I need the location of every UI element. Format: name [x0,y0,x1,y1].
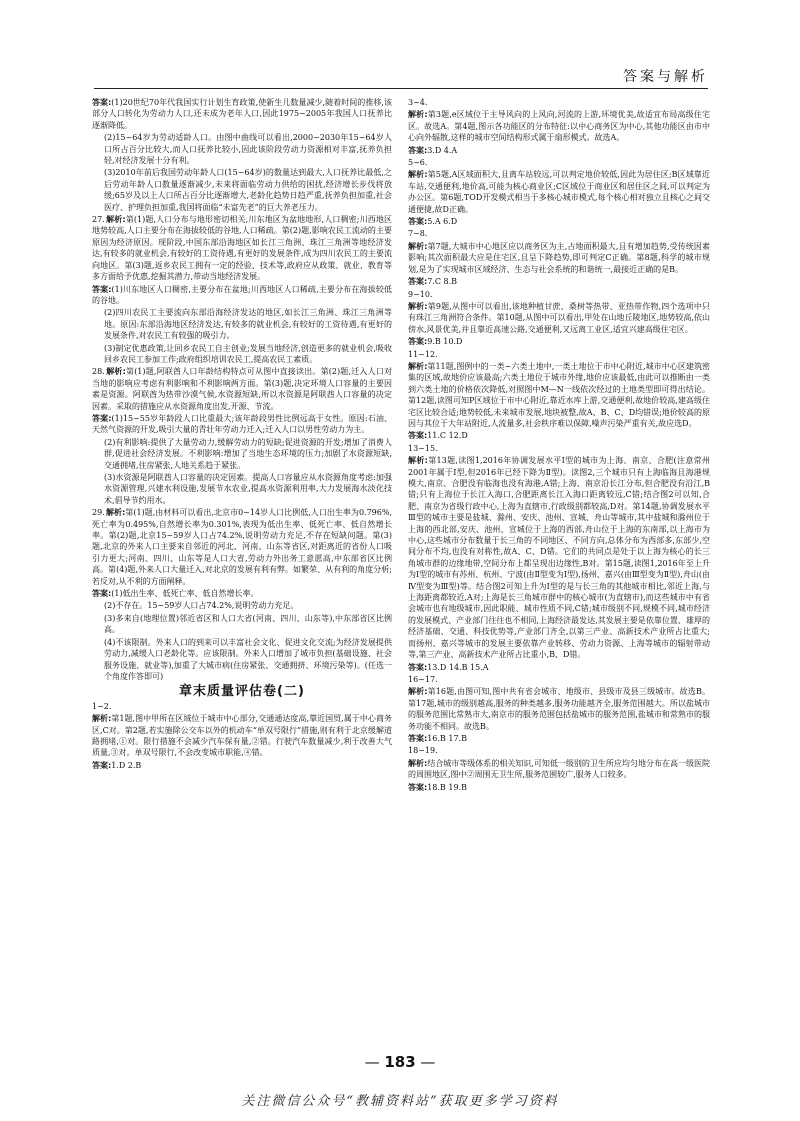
answer-paragraph [408,782,710,793]
question-group: 1~2. [92,701,112,711]
answer-text: 13.D 14.B 15.A [427,662,489,672]
answer-continuation: (2)15~64岁为劳动适龄人口。由图中曲线可以看出,2000~2030年15~64岁人口所占百分比较大,而人口抚养比较小,因此该阶段劳动力资源相对丰富,抚养负担轻,对经济发展十分有利。 [104,133,392,166]
answer-label: 答案: [408,217,428,227]
answer-label: 答案: [408,782,428,792]
right-column [408,97,710,794]
analysis-text: 结合城市等级体系的相关知识,可知低一级别的卫生所应均匀地分布在高一级医院的周围地区,图中②周围无卫生所,服务范围较广,服务人口较多。 [408,758,710,780]
answer-paragraph [92,97,392,131]
answer-text: (1)川东地区人口稠密,主要分布在盆地;川西地区人口稀疏,主要分布在海拔较低的谷地。 [92,284,392,305]
analysis-paragraph [92,366,392,412]
analysis-text: 第7题,大城市中心地区应以商务区为主,占地面积最大,且有增加趋势,受传统因素影响;其次面积最大应是住宅区,且呈下降趋势,即可判定C正确。第8题,科学的城市规划,是为了实现城市区域经济、生态与社会系统的和谐统一,最接近正确的是B。 [408,241,710,274]
answer-paragraph [408,733,710,744]
left-column [92,97,392,772]
answer-text: 11.C 12.D [427,431,468,441]
answer-text: 3.D 4.A [427,145,458,155]
question-group: 11~12. [408,349,438,359]
answer-continuation: (2)不存在。15~59岁人口占74.2%,说明劳动力充足。 [104,601,299,611]
answer-text: 1.D 2.B [111,760,142,770]
analysis-text: 第16题,由图可知,图中共有省会城市、地级市、县级市及县三级城市。故选B。第17题,城市的级别越高,服务的种类越多,服务功能越齐全,服务范围越大。所以盐城市的服务范围比常熟市大,南京市的服务范围包括盐城市的服务范围,盐城市和常熟市的服务功能不相同。故选B。 [408,687,710,731]
page-number: — 183 — [0,1053,800,1071]
analysis-label: 解析: [92,714,112,724]
analysis-paragraph [408,301,710,335]
answer-text: 18.B 19.B [427,782,467,792]
analysis-label: 解析: [408,301,428,311]
analysis-label: 解析: [408,456,428,466]
question-group: 7~8. [408,229,428,239]
analysis-text: 第11题,图例中的一类~六类土地中,一类土地位于市中心附近,城市中心区建筑密集的区域,故地价应该最高;六类土地位于城市外缘,地价应该最低,由此可以推断由一类到六类土地的价格依次降低,对照图中M—N一线依次经过的土地类型即可得出结论。第12题,读图可知P区域位于市中心附近,靠近水库上游,交通便利,故地价较高,建高级住宅区比较合适;地势较低,未来城市发展,地块被整,故A、B、C、D均错误;地价较高的原因与其位于大年站附近,人流量多,社会秩序难以保障,噪声污染严重有关,故应选D。 [408,361,710,428]
analysis-paragraph [408,686,710,732]
footer-note: 关注微信公众号“教辅资料站”获取更多学习资料 [241,1094,559,1109]
question-group: 13~15. [408,443,438,453]
analysis-text: 第1题,图中甲所在区域位于城市中心部分,交通通达度高,靠近国贸,属于中心商务区,C对。第2题,若实施除公交车以外的机动车“单双号限行”措施,则有利于北京缓解道路拥堵,①对。限行措施不会减少汽车保有量,②错。行驶汽车数量减少,利于改善大气质量,③对。单双号限行,不会改变城市职能,④错。 [92,714,392,758]
analysis-paragraph [408,361,710,429]
question-group: 5~6. [408,158,428,168]
question-number: 28. [92,367,105,377]
analysis-label: 解析: [408,110,428,120]
answer-paragraph [408,276,710,287]
question-group: 18~19. [408,746,438,756]
analysis-label: 解析: [408,170,428,180]
analysis-label: 解析: [408,361,428,371]
section-title: 章末质量评估卷(二) [179,684,305,700]
header-title: 答案与解析 [623,69,708,85]
analysis-paragraph [92,713,392,759]
answer-label: 答案: [408,733,428,743]
answer-continuation: (2)四川农民工主要流向东部沿海经济发达的地区,如长江三角洲、珠江三角洲等地。原因:东部沿海地区经济发达,有较多的就业机会,有较好的工资待遇,有更好的发展条件,对农民工有较强的吸引力。 [104,308,392,341]
question-group: 9~10. [408,289,433,299]
answer-continuation: (2)有利影响:提供了大量劳动力,缓解劳动力的短缺;促进资源的开发;增加了消费人群,促进社会经济发展。不利影响:增加了当地生态环境的压力;加剧了水资源短缺,交通拥堵,住房紧张,人地关系趋于紧张。 [104,437,392,470]
answer-paragraph [408,662,710,673]
analysis-text: 第(1)题,人口分布与地形密切相关,川东地区为盆地地形,人口稠密;川西地区地势较高,人口主要分布在海拔较低的谷地,人口稀疏。第(2)题,影响农民工流动的主要原因为经济原因。现阶段,中国东部沿海地区如长江三角洲、珠江三角洲等地经济发达,有较多的就业机会,有较好的工资待遇,有更好的发展条件,成为四川农民工的主要流向地区。第(3)题,返乡农民工拥有一定的经验、技术等,政府应从政策、就业、教育等多方面给予优惠,挖掘其潜力,带动当地经济发展。 [92,215,392,282]
answer-paragraph [408,430,710,441]
answer-label: 答案: [408,145,428,155]
question-number: 29. [92,508,105,518]
answer-paragraph [408,336,710,347]
answer-text: 7.C 8.B [427,277,458,287]
answer-text: (1)15~55岁年龄段人口比重最大;该年龄段男性比例远高于女性。原因:石油、天然气资源的开发,吸引大量的青壮年劳动力迁入;迁入人口以男性劳动力为主。 [92,413,392,435]
answer-text: 16.B 17.B [427,733,467,743]
analysis-paragraph [92,214,392,282]
answer-label: 答案: [408,277,428,287]
analysis-text: 第(1)题,阿联酋人口年龄结构特点可从图中直接读出。第(2)题,迁入人口对当地的影响应考虑有利影响和不利影响两方面。第(3)题,决定环境人口容量的主要因素是资源。阿联酋为热带沙漠气候,水资源短缺,所以水资源是阿联酋人口容量的决定因素。采取的措施应从水资源角度出发,开源、节流。 [92,367,392,411]
answer-paragraph [408,145,710,156]
analysis-label: 解析: [408,687,428,697]
answer-continuation: (4)不该限制。外来人口的到来可以丰富社会文化、促进文化交流;为经济发展提供劳动力,减缓人口老龄化等。应该限制。外来人口增加了城市负担(基础设施、社会服务设施、就业等),加重了大城市病(住房紧张、交通拥挤、环境污染等)。(任选一个角度作答即可) [104,637,392,681]
answer-label: 答案: [408,662,428,672]
analysis-paragraph [92,507,392,587]
answer-label: 答案: [92,98,112,107]
answer-label: 答案: [92,760,112,770]
analysis-label: 解析: [106,367,126,377]
analysis-paragraph [408,169,710,215]
answer-text: (1)20世纪70年代我国实行计划生育政策,使新生儿数量减少,随着时间的推移,该部分人口转化为劳动力人口,还未成为老年人口,因此1975~2005年我国人口抚养比逐渐降低。 [92,98,392,130]
analysis-text: 第(1)题,由材料可以看出,北京市0~14岁人口比例低,人口出生率为0.796%,死亡率为0.495%,自然增长率为0.301%,表现为低出生率、低死亡率、低自然增长率。第(2)题,北京15~59岁人口占74.2%,说明劳动力充足,不存在短缺问题。第(3)题,北京的外来人口主要来自邻近的河北、河南、山东等省区,对距离近的省份人口吸引力更大;河南、四川、山东等是人口大省,劳动力外出务工意愿高,中东部省区比例高。第(4)题,外来人口大量迁入,对北京的发展有利有弊。如繁荣、从有利的角度分析;若反对,从不利的方面阐释。 [92,508,392,586]
answer-continuation: (3)水资源是阿联酋人口容量的决定因素。提高人口容量应从水资源角度考虑:加强水资源管理,兴建水利设施,发展节水农业,提高水资源利用率,大力发展海水淡化技术,倡导节约用水。 [104,473,392,505]
answer-paragraph [92,413,392,436]
question-group: 3~4. [408,98,428,107]
answer-label: 答案: [408,337,428,347]
analysis-text: 第3题,e区域位于主导风向的上风向,河流的上游,环境优美,故适宜布局高级住宅区。故选A。第4题,图示各功能区的分布特征:以中心商务区为中心,其他功能区由市中心向外辐散,这样的城市空间结构形式属于扇形模式。故选A。 [408,110,710,143]
answer-paragraph [408,216,710,227]
analysis-label: 解析: [106,508,126,518]
analysis-text: 第13题,读图1,2016年协调发展水平Ⅰ型的城市为上海、南京、合肥(注意常州2001年属于Ⅰ型,但2016年已经下降为Ⅱ型)。读图2,三个城市只有上海临海且海港规模大,南京、合肥没有临海也没有海港,A错;上海、南京沿长江分布,但合肥没有沿江,B错;只有上海位于长江入海口,合肥距离长江入海口距离较远,C错;结合图2可以知,合肥、南京为省级行政中心,上海为直辖市,行政级别都较高,D对。第14题,协调发展水平Ⅲ型的城市主要是盐城、滁州、安庆、池州、宣城、舟山等城市,其中盐城和滁州位于上海的西北部,安庆、池州、宣城位于上海的西部,舟山位于上海的东南部,以上海市为中心,这些城市分布数量于长三角的不同地区、不同方向,总体分布为西部多,东部少,空间分布不均,也没有对称性,故A、C、D错。它们的共同点是处于以上海为核心的长三角城市群的边缘地带,空间分布上都呈现出边缘性,B对。第15题,读图1,2016年至上升为Ⅰ型的城市有苏州、杭州、宁波(由Ⅱ型变为Ⅰ型),扬州、嘉兴(由Ⅲ型变为Ⅱ型),舟山(由Ⅳ型变为Ⅲ型)等。结合图2可知上升为Ⅰ型的是与长三角的其他城市相比,邻近上海,与上海距离都较近,A对;上海是长三角城市群中的核心城市(为直辖市),而这些城市中有省会城市也有地级城市,因此职能、城市性质不同,C错;城市级别不同,规模不同,城市经济的发展模式、产业部门往往也不相同,上海经济最发达,其发展主要是依靠位置、雄厚的经济基础、交通、科技优势等,产业部门齐全,以第三产业、高新技术产业所占比重大;而扬州、嘉兴等城市的发展主要依靠产业转移、劳动力资源、上海等城市的辐射带动等,第三产业、高新技术产业所占比重小,B、D错。 [408,456,710,660]
answer-label: 答案: [92,284,112,294]
analysis-text: 第9题,从图中可以看出,该地种植甘蔗、桑树等热带、亚热带作物,四个选项中只有珠江三角洲符合条件。第10题,从图中可以看出,甲处在山地丘陵地区,地势较高,依山傍水,风景优美,并且靠近高速公路,交通便利,又远离工业区,适宜兴建高级住宅区。 [408,301,710,334]
analysis-paragraph [408,109,710,143]
analysis-text: 第5题,A区域面积大,且离车站较远,可以判定地价较低,因此为居住区;B区域靠近车站,交通便利,地价高,可能为核心商业区;C区域位于商业区和居住区之间,可以判定为办公区。第6题,TOD开发模式相当于多核心城市模式,每个核心相对独立且核心之间交通便捷,故D正确。 [408,170,710,214]
answer-paragraph [92,760,392,771]
answer-continuation: (3)多来自(地理位置)邻近省区和人口大省(河南、四川、山东等),中东部省区比例高。 [104,613,392,635]
analysis-label: 解析: [408,758,428,768]
answer-paragraph [92,284,392,307]
answer-label: 答案: [408,431,428,441]
answer-text: 5.A 6.D [427,217,458,227]
answer-text: (1)低出生率、低死亡率、低自然增长率。 [111,589,259,599]
question-group: 16~17. [408,674,438,684]
analysis-paragraph [408,241,710,275]
answer-text: 9.B 10.D [427,337,463,347]
question-number: 27. [92,215,105,225]
answer-continuation: (3)制定优惠政策,让回乡农民工自主创业;发展当地经济,创造更多的就业机会,吸收回乡农民工参加工作;政府组织培训农民工,提高农民工素质。 [104,343,392,364]
analysis-label: 解析: [106,215,126,225]
answer-paragraph [92,588,392,599]
page-header [94,66,708,89]
analysis-paragraph [408,455,710,660]
analysis-paragraph [408,758,710,781]
answer-label: 答案: [92,413,112,423]
answer-label: 答案: [92,589,112,599]
analysis-label: 解析: [408,241,428,251]
answer-continuation: (3)2010年前后我国劳动年龄人口(15~64岁)的数量达到最大,人口抚养比最低,之后劳动年龄人口数量逐渐减少,未来将面临劳动力供给的困扰,经济增长步伐将放缓;65岁及以上人口所占百分比逐渐增大,老龄化趋势日趋严重,抚养负担加重,社会医疗、护理负担加重,我国将面临“未富先老”的巨大养老压力。 [104,168,392,212]
